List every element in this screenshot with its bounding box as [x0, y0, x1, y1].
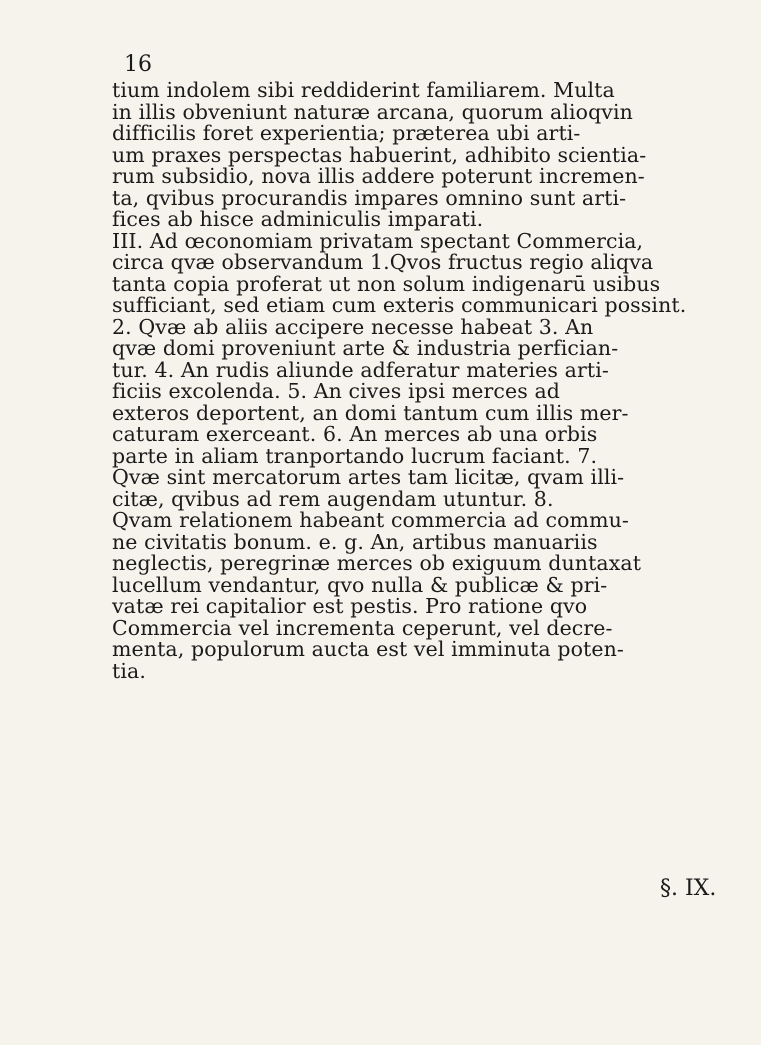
text-line: ta, qvibus procurandis impares omnino sunt arti- — [112, 185, 627, 210]
text-line: tium indolem sibi reddiderint familiarem. Multa — [112, 78, 615, 102]
text-line: um praxes perspectas habuerint, adhibito scientia- — [112, 142, 647, 167]
text-line: menta, populorum aucta est vel imminuta poten- — [112, 637, 624, 661]
text-line: Qvam relationem habeant commercia ad commu- — [112, 508, 629, 532]
text-line: ne civitatis bonum. e. g. An, artibus manuariis — [112, 529, 598, 554]
text-line: fices ab hisce adminiculis imparati. — [112, 207, 484, 231]
text-line: difficilis foret experientia; præterea ubi arti- — [112, 121, 581, 145]
text-line: Qvæ sint mercatorum artes tam licitæ, qvam illi- — [112, 465, 625, 489]
text-line: III. Ad œconomiam privatam spectant Commercia, — [112, 228, 644, 253]
text-line: qvæ domi proveniunt arte & industria perfician- — [112, 336, 619, 360]
text-line: neglectis, peregrinæ merces ob exiguum duntaxat — [112, 551, 642, 575]
text-line: tia. — [112, 658, 146, 683]
page-number: 16 — [124, 52, 152, 77]
catchword: §. IX. — [660, 876, 717, 901]
text-line: Commercia vel incrementa ceperunt, vel decre- — [112, 615, 613, 640]
text-line: 2. Qvæ ab aliis accipere necesse habeat 3. An — [112, 314, 594, 339]
text-line: tanta copia proferat ut non solum indigenarū usibus — [112, 271, 661, 296]
text-line: exteros deportent, an domi tantum cum illis mer- — [112, 400, 629, 425]
text-line: sufficiant, sed etiam cum exteris communicari possint. — [112, 293, 687, 317]
text-line: circa qvæ observandum 1.Qvos fructus regio aliqva — [112, 250, 654, 274]
text-line: citæ, qvibus ad rem augendam utuntur. 8. — [112, 486, 554, 511]
text-line: lucellum vendantur, qvo nulla & publicæ & pri- — [112, 572, 608, 597]
text-line: in illis obveniunt naturæ arcana, quorum alioqvin — [112, 99, 633, 124]
text-line: vatæ rei capitalior est pestis. Pro ratione qvo — [112, 594, 588, 618]
text-line: ficiis excolenda. 5. An cives ipsi merces ad — [112, 379, 560, 403]
text-line: parte in aliam tranportando lucrum faciant. 7. — [112, 443, 598, 468]
body-text — [112, 80, 752, 682]
text-line: tur. 4. An rudis aliunde adferatur materies arti- — [112, 357, 609, 382]
text-line: caturam exerceant. 6. An merces ab una orbis — [112, 422, 598, 446]
text-line: rum subsidio, nova illis addere poterunt incremen- — [112, 164, 645, 188]
